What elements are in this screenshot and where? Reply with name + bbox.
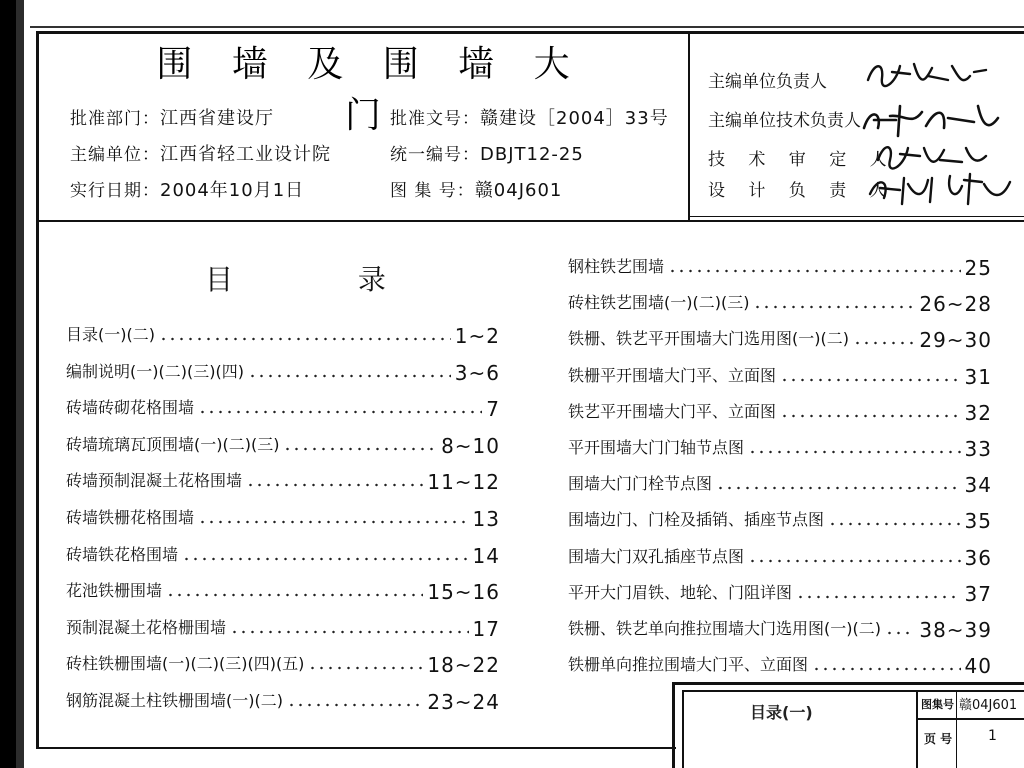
title-block-atlas-label: 图集号 — [921, 698, 954, 711]
toc-entry-leader-dots — [248, 374, 451, 378]
toc-entry — [568, 361, 992, 389]
toc-entry-title: 围墙边门、门栓及插销、插座节点图 — [568, 510, 825, 530]
toc-entry — [568, 469, 992, 497]
responsibility-role-3: 技 术 审 定 人 — [708, 150, 896, 170]
toc-entry — [66, 576, 500, 604]
toc-entry — [568, 542, 992, 570]
toc-entry-title: 编制说明(一)(二)(三)(四) — [66, 361, 244, 381]
toc-entry-leader-dots — [198, 520, 469, 524]
toc-entry — [66, 320, 500, 348]
toc-entry — [568, 614, 992, 642]
approval-doc-no-label: 批准文号： — [390, 109, 480, 129]
document-title: 围 墙 及 围 墙 大 门 — [156, 44, 584, 136]
toc-entry-title: 砖墙铁花格围墙 — [66, 544, 179, 564]
toc-entry-leader-dots — [885, 631, 915, 635]
toc-entry-leader-dots — [812, 667, 961, 671]
toc-entry — [568, 433, 992, 461]
title-block-divider-2 — [956, 690, 957, 768]
toc-entry-pages: 29~30 — [919, 328, 992, 353]
chief-editor-label: 主编单位： — [70, 145, 160, 165]
page-top-edge — [30, 26, 1024, 28]
toc-entry — [568, 578, 992, 606]
toc-entry-leader-dots — [287, 703, 423, 707]
title-block-divider — [916, 690, 918, 768]
toc-entry-pages: 38~39 — [919, 618, 992, 642]
toc-entry — [66, 649, 500, 677]
toc-entry-pages: 26~28 — [919, 292, 992, 317]
title-block-left — [672, 682, 675, 768]
toc-entry-pages: 3~6 — [454, 360, 500, 385]
toc-entry-pages: 35 — [964, 509, 992, 534]
effective-date — [70, 176, 304, 202]
unified-code-label: 统一编号： — [390, 145, 480, 165]
toc-entry-leader-dots — [308, 666, 423, 670]
toc-entry-pages: 31 — [964, 364, 992, 389]
toc-entry-title: 砖墙琉璃瓦顶围墙(一)(二)(三) — [66, 434, 280, 454]
toc-entry-pages: 7 — [486, 397, 500, 422]
toc-entry — [568, 397, 992, 425]
toc-entry — [568, 650, 992, 678]
frame-bottom — [36, 747, 676, 749]
toc-entry-pages: 37 — [964, 581, 992, 606]
toc-entry-title: 砖墙铁栅花格围墙 — [66, 508, 195, 527]
toc-entry-leader-dots — [182, 557, 469, 561]
toc-entry-title: 围墙大门双孔插座节点图 — [568, 546, 745, 566]
approval-dept-label: 批准部门： — [70, 109, 160, 129]
toc-entry-pages: 18~22 — [427, 653, 500, 678]
toc-entry — [568, 324, 992, 352]
scan-edge-shadow-inner — [16, 0, 24, 768]
toc-entry — [66, 540, 500, 568]
toc-entry-leader-dots — [246, 483, 423, 487]
chief-editor-unit — [70, 140, 331, 166]
toc-entry-pages: 40 — [964, 654, 992, 679]
toc-entry — [568, 288, 992, 316]
drawing-name: 目录(一) — [750, 703, 813, 722]
toc-entry-pages: 36 — [964, 545, 992, 570]
toc-entry-pages: 11~12 — [427, 470, 500, 495]
toc-entry-pages: 8~10 — [441, 433, 500, 458]
toc-entry-title: 平开大门眉铁、地轮、门阻详图 — [568, 582, 793, 602]
toc-entry-leader-dots — [780, 378, 961, 382]
approval-doc-no — [390, 104, 669, 130]
toc-entry-pages: 25 — [964, 256, 992, 280]
toc-entry-pages: 34 — [964, 473, 992, 498]
toc-entry-title: 钢柱铁艺围墙 — [568, 257, 665, 276]
responsibility-role-4: 设 计 负 责 人 — [708, 181, 896, 201]
toc-entry-leader-dots — [159, 337, 451, 341]
effective-date-label: 实行日期： — [70, 181, 160, 201]
toc-entry — [66, 466, 500, 494]
toc-entry — [66, 357, 500, 385]
toc-entry-pages: 23~24 — [427, 690, 500, 714]
toc-entry-title: 砖柱铁栅围墙(一)(二)(三)(四)(五) — [66, 654, 305, 674]
title-block-inner-top — [682, 690, 1024, 692]
toc-entry — [568, 252, 992, 280]
toc-entry-title: 砖柱铁艺围墙(一)(二)(三) — [568, 293, 750, 313]
unified-code — [390, 140, 584, 165]
toc-entry-leader-dots — [753, 305, 915, 309]
toc-entry — [66, 613, 500, 641]
header-divider — [36, 220, 1024, 222]
toc-entry-title: 铁艺平开围墙大门平、立面图 — [568, 401, 777, 421]
toc-entry-title: 铁栅单向推拉围墙大门平、立面图 — [568, 655, 809, 675]
signature-1-image — [862, 54, 992, 94]
responsibility-role-1: 主编单位负责人 — [708, 72, 827, 92]
chief-editor-value: 江西省轻工业设计院 — [160, 144, 331, 165]
toc-entry-title: 预制混凝土花格栅围墙 — [66, 617, 227, 637]
toc-entry-leader-dots — [668, 269, 961, 273]
toc-entry-title: 砖墙预制混凝土花格围墙 — [66, 471, 243, 491]
toc-entry-title: 铁栅、铁艺单向推拉围墙大门选用图(一)(二) — [568, 619, 881, 638]
toc-entry-pages: 13 — [472, 507, 500, 531]
title-block-page-label: 页 号 — [924, 732, 953, 746]
toc-entry-pages: 1~2 — [454, 324, 500, 348]
title-block-page-value: 1 — [988, 728, 997, 744]
toc-entry-title: 平开围墙大门门轴节点图 — [568, 438, 745, 457]
toc-entry-leader-dots — [853, 341, 915, 345]
toc-entry-pages: 17 — [472, 616, 500, 641]
responsibility-divider-bottom — [690, 216, 1024, 217]
unified-code-value: DBJT12-25 — [480, 144, 584, 165]
scan-edge-shadow — [0, 0, 16, 768]
frame-top — [36, 31, 1024, 34]
approval-doc-no-value: 赣建设［2004］33号 — [480, 108, 669, 129]
toc-entry-title: 围墙大门门栓节点图 — [568, 474, 713, 494]
approval-dept-value: 江西省建设厅 — [160, 108, 274, 129]
approval-dept — [70, 104, 274, 130]
title-block-inner-left — [682, 690, 684, 768]
toc-entry-pages: 33 — [964, 437, 992, 461]
toc-entry-leader-dots — [166, 593, 423, 597]
toc-entry — [66, 393, 500, 421]
toc-entry-leader-dots — [198, 410, 482, 414]
atlas-number — [390, 176, 562, 202]
title-block — [672, 682, 1024, 768]
toc-entry-title: 砖墙砖砌花格围墙 — [66, 398, 195, 418]
toc-entry — [66, 503, 500, 531]
toc-entry-leader-dots — [283, 447, 437, 451]
toc-entry-title: 目录(一)(二) — [66, 325, 155, 344]
toc-heading: 目 录 — [205, 263, 444, 296]
toc-entry-pages: 14 — [472, 543, 500, 568]
frame-left — [36, 31, 39, 749]
toc-entry-leader-dots — [748, 450, 961, 454]
toc-entry-title: 铁栅平开围墙大门平、立面图 — [568, 365, 777, 385]
toc-entry-leader-dots — [230, 630, 469, 634]
toc-entry-title: 花池铁栅围墙 — [66, 581, 163, 601]
toc-entry-leader-dots — [796, 595, 961, 599]
toc-entry-leader-dots — [780, 414, 961, 418]
toc-entry-leader-dots — [828, 522, 961, 526]
title-block-atlas-value: 赣04J601 — [959, 698, 1018, 713]
responsibility-role-2: 主编单位技术负责人 — [708, 111, 861, 131]
signature-4-image — [866, 168, 1016, 212]
toc-entry — [568, 505, 992, 533]
toc-entry — [66, 686, 500, 714]
toc-entry-pages: 15~16 — [427, 580, 500, 605]
title-block-row-divider — [916, 718, 1024, 720]
toc-entry-leader-dots — [716, 486, 961, 490]
toc-entry-pages: 32 — [964, 400, 992, 425]
atlas-number-value: 赣04J601 — [474, 180, 563, 201]
toc-entry-title: 钢筋混凝土柱铁栅围墙(一)(二) — [66, 691, 283, 710]
effective-date-value: 2004年10月1日 — [160, 180, 305, 201]
toc-entry-leader-dots — [748, 559, 961, 563]
title-block-top — [672, 682, 1024, 685]
toc-entry — [66, 430, 500, 458]
responsibility-divider — [688, 31, 690, 222]
atlas-number-label: 图 集 号： — [390, 181, 475, 201]
toc-entry-title: 铁栅、铁艺平开围墙大门选用图(一)(二) — [568, 329, 849, 349]
